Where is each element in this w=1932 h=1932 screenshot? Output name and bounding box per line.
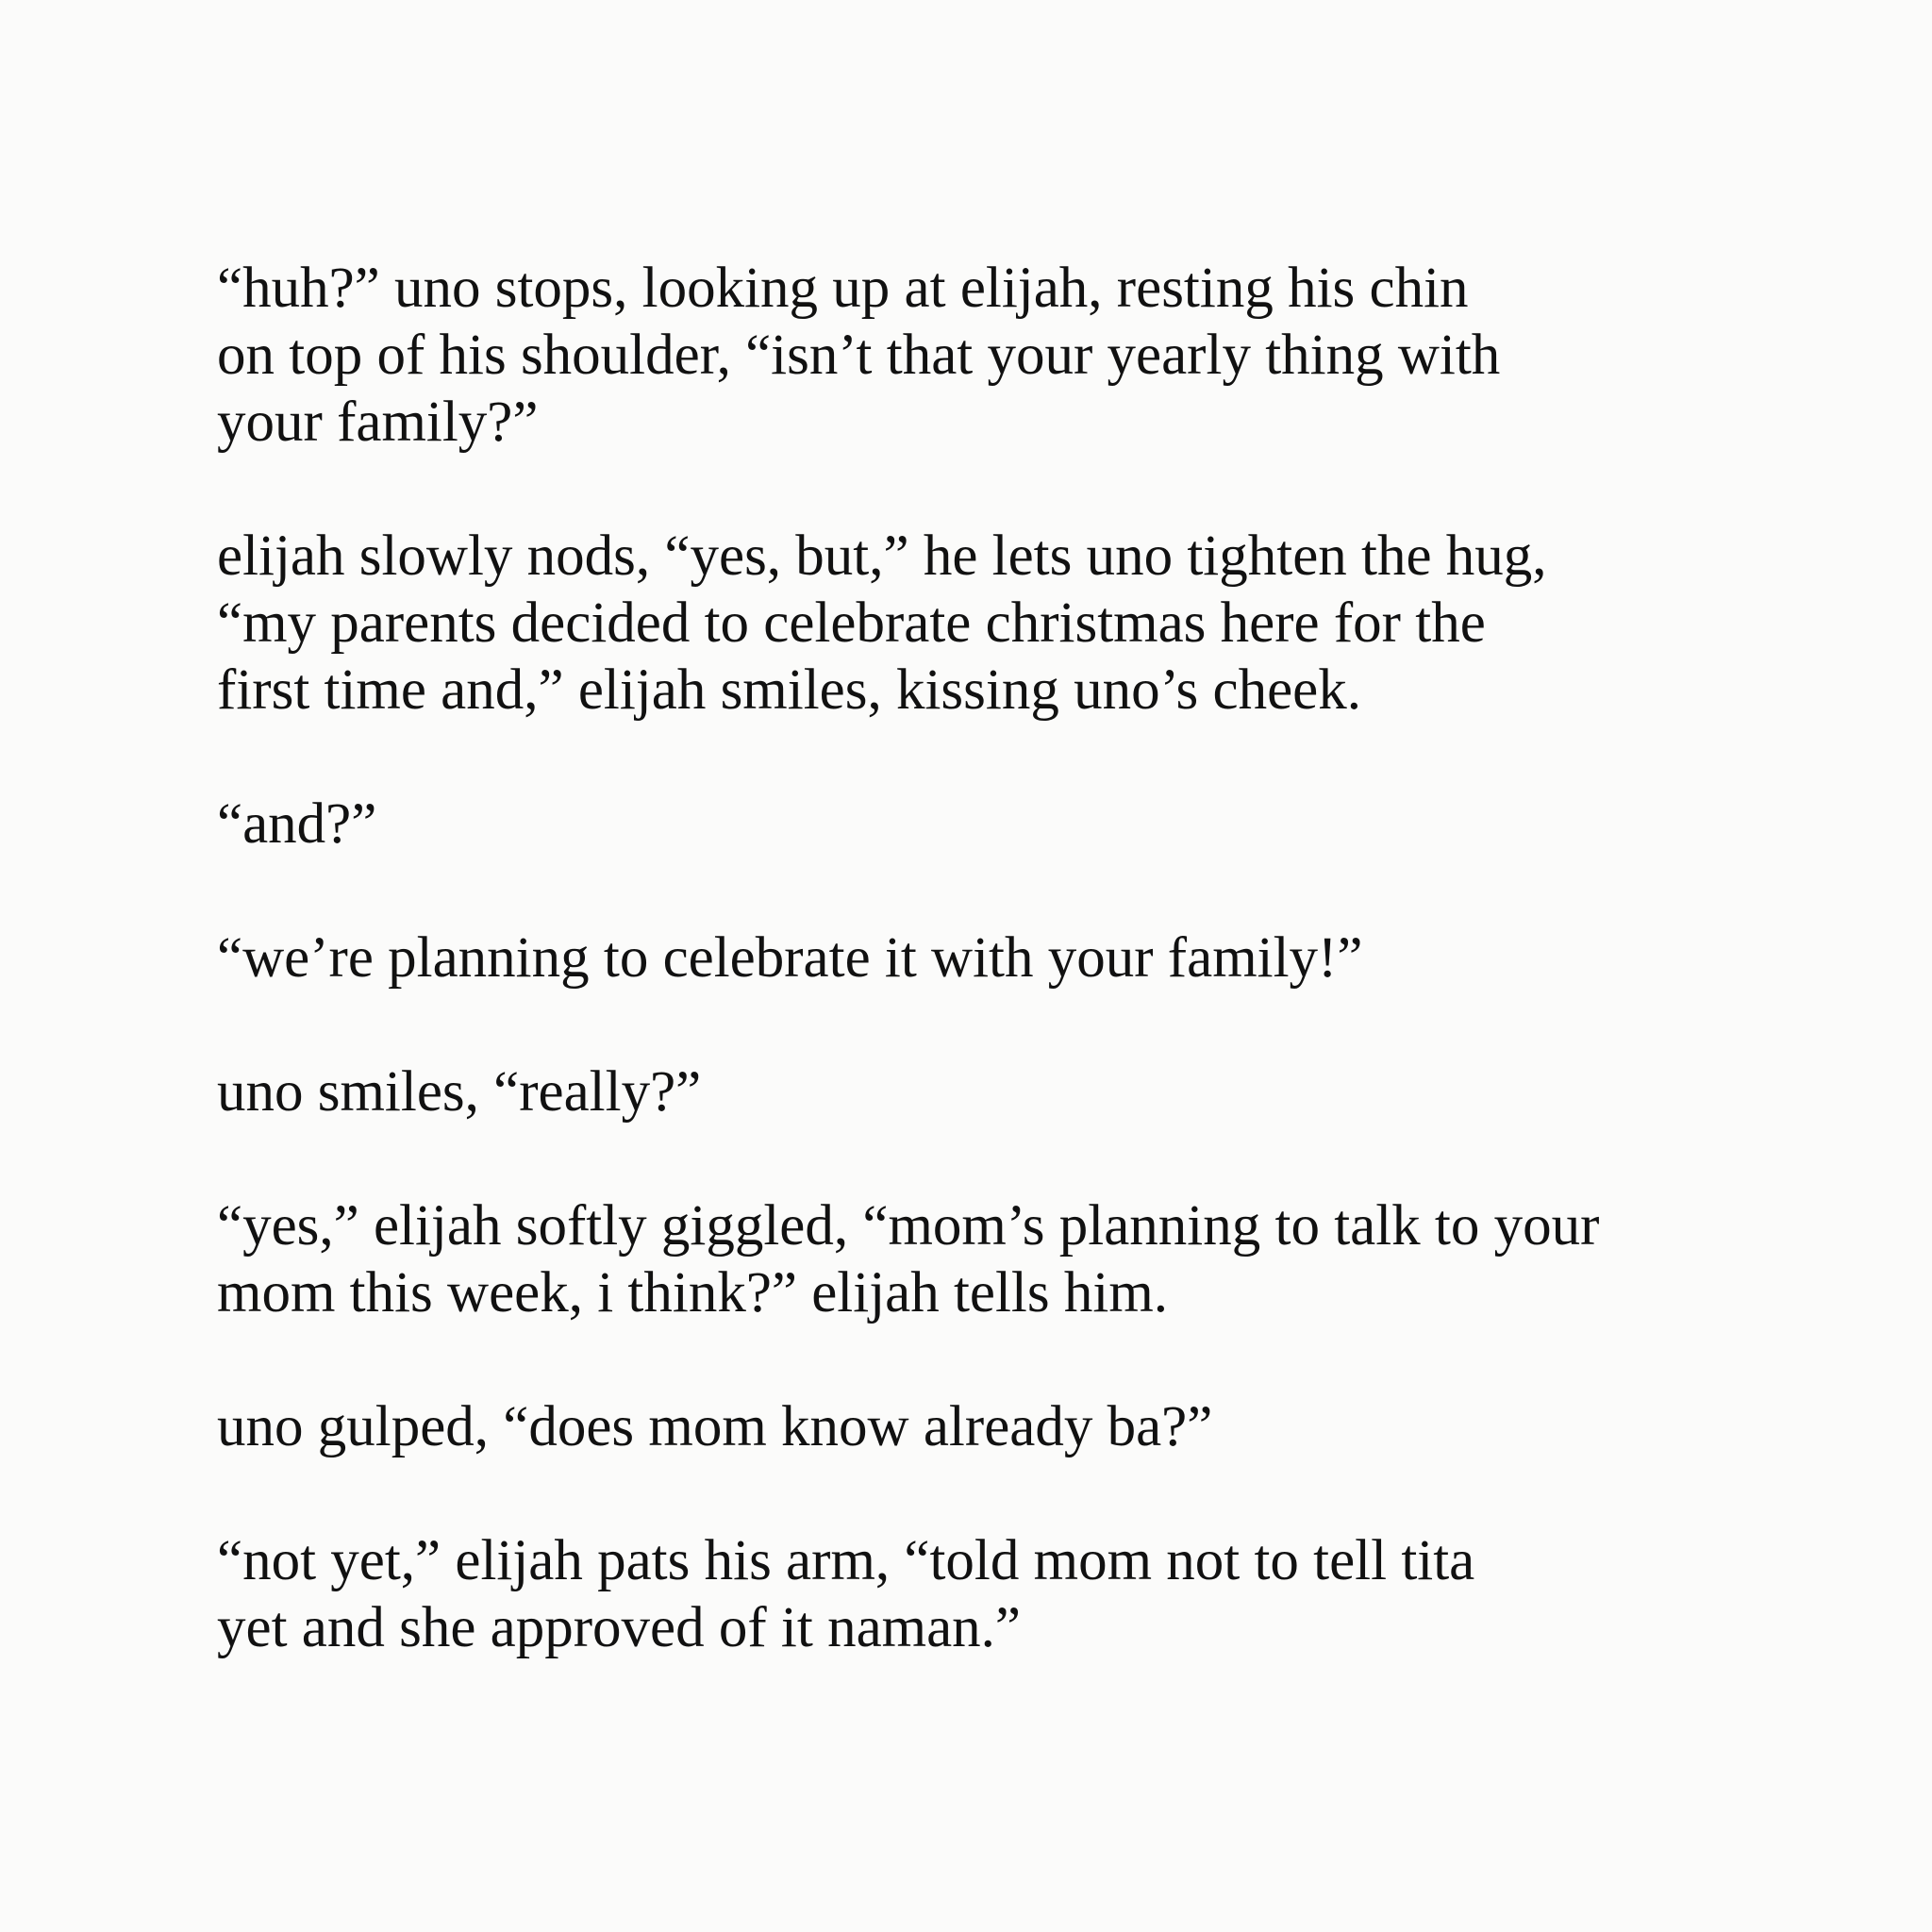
text-line: uno smiles, “really?” bbox=[217, 1060, 702, 1124]
paragraph-6 bbox=[217, 1192, 1745, 1326]
paragraph-5 bbox=[217, 1058, 1745, 1125]
text-line: elijah slowly nods, “yes, but,” he lets uno tighten the hug, bbox=[217, 525, 1547, 588]
text-line: first time and,” elijah smiles, kissing uno’s cheek. bbox=[217, 658, 1362, 722]
paragraph-3 bbox=[217, 791, 1745, 858]
text-line: “huh?” uno stops, looking up at elijah, resting his chin bbox=[217, 257, 1469, 320]
text-line: “we’re planning to celebrate it with your family!” bbox=[217, 926, 1363, 990]
story-text-block bbox=[217, 255, 1745, 1661]
text-line: uno gulped, “does mom know already ba?” bbox=[217, 1395, 1213, 1458]
text-line: “yes,” elijah softly giggled, “mom’s planning to talk to your bbox=[217, 1194, 1600, 1257]
paragraph-7 bbox=[217, 1393, 1745, 1460]
text-line: yet and she approved of it naman.” bbox=[217, 1596, 1022, 1659]
paragraph-4 bbox=[217, 924, 1745, 991]
text-line: your family?” bbox=[217, 391, 539, 454]
paragraph-2 bbox=[217, 523, 1745, 724]
text-line: “not yet,” elijah pats his arm, “told mom not to tell tita bbox=[217, 1529, 1475, 1592]
text-line: “and?” bbox=[217, 792, 377, 856]
paragraph-8 bbox=[217, 1527, 1745, 1661]
paragraph-1 bbox=[217, 255, 1745, 456]
text-line: on top of his shoulder, “isn’t that your yearly thing with bbox=[217, 324, 1501, 387]
text-line: “my parents decided to celebrate christmas here for the bbox=[217, 591, 1486, 655]
text-line: mom this week, i think?” elijah tells him. bbox=[217, 1261, 1169, 1324]
